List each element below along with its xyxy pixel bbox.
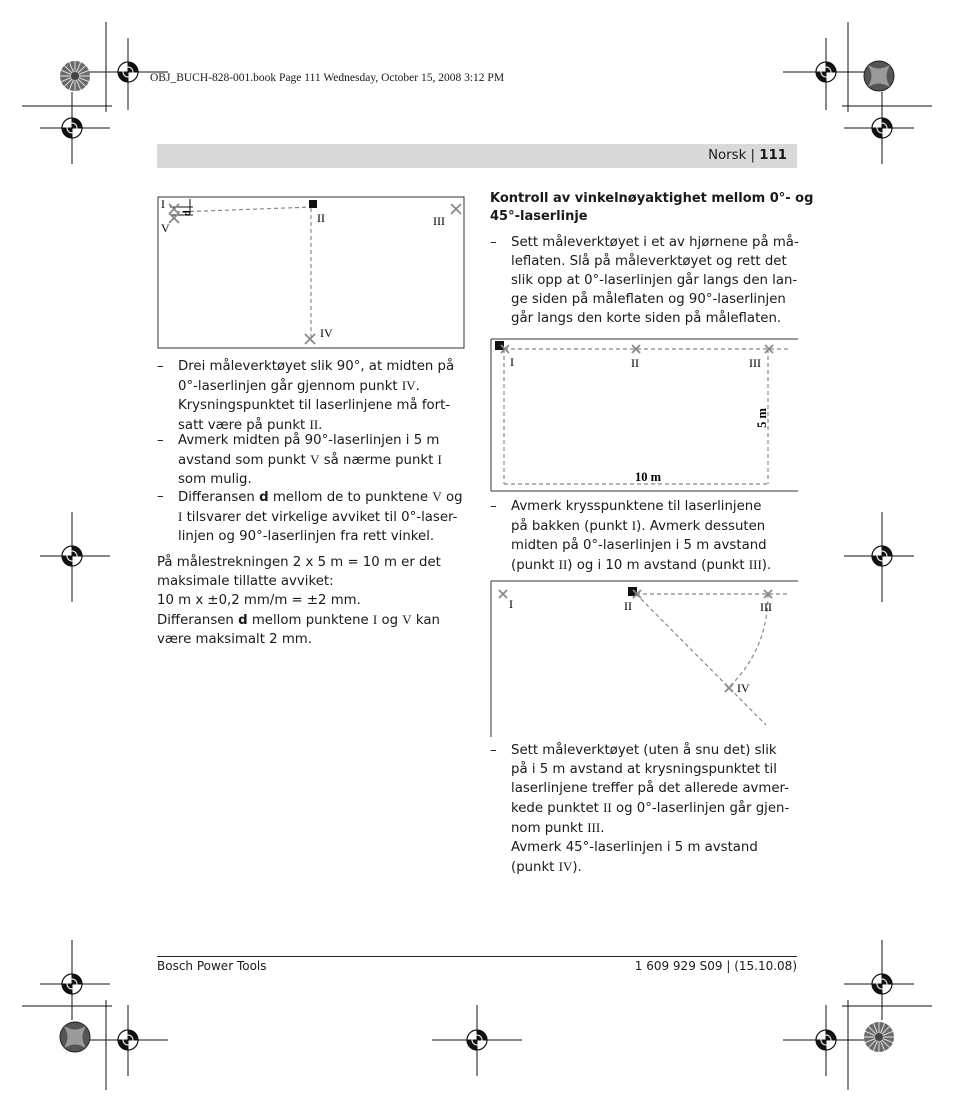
page-header-bar xyxy=(157,144,797,168)
fig2-label-I: I xyxy=(510,355,514,369)
device-marker xyxy=(309,200,317,208)
fig1-label-I: I xyxy=(161,197,165,211)
fig2-dim-height: 5 m xyxy=(755,408,769,428)
bullet-dash: – xyxy=(157,433,164,448)
fig1-label-IV: IV xyxy=(320,326,333,340)
bullet-dash: – xyxy=(157,359,164,374)
fig3-label-III: III xyxy=(760,600,772,614)
fig2-label-III: III xyxy=(749,356,761,370)
fig3-label-I: I xyxy=(509,597,513,611)
fig2-dim-width: 10 m xyxy=(634,470,662,484)
bullet-dash: – xyxy=(157,489,164,504)
fig1-label-d: d xyxy=(182,210,193,216)
bullet-dash: – xyxy=(490,743,497,758)
figure-right-angle-check xyxy=(157,196,467,350)
right-bullet-3: – Sett måleverktøyet (uten å snu det) slik på i 5 m avstand at krysningspunktet til laserlinjene treffer på det allerede avmer- kede punktet II og 0°-laserlinjen går gjen- nom punkt III. Avmerk 45°-laserlinjen i 5 m avstand (punkt IV). xyxy=(490,743,790,875)
right-bullet-1: – Sett måleverktøyet i et av hjørnene på må- leflaten. Slå på måleverktøyet og rett det slik opp at 0°-laserlinjen går langs den lan- ge siden på måleflaten og 90°-laserlinjen går langs den korte siden på måleflaten. xyxy=(490,235,799,326)
right-bullet-2: – Avmerk krysspunktene til laserlinjene på bakken (punkt I). Avmerk dessuten midten på 0°-laserlinjen i 5 m avstand (punkt II) og i 10 m avstand (punkt III). xyxy=(490,499,772,573)
footer-right: 1 609 929 S09 | (15.10.08) xyxy=(634,959,797,973)
left-bullet-3: – Differansen d mellom de to punktene V og I tilsvarer det virkelige avviket til 0°-laser- linjen og 90°-laserlinjen fra rett vinkel. xyxy=(157,489,463,544)
figure-marking-points xyxy=(490,338,800,494)
bullet-dash: – xyxy=(490,499,497,514)
section-heading: Kontroll av vinkelnøyaktighet mellom 0°- og 45°-laserlinje xyxy=(490,191,814,224)
figure-45-degree-check xyxy=(490,580,800,740)
header-language: Norsk xyxy=(708,148,747,163)
bullet-dash: – xyxy=(490,235,497,250)
fig2-label-II: II xyxy=(631,356,639,370)
header-separator: | xyxy=(750,148,755,163)
left-paragraph: På målestrekningen 2 x 5 m = 10 m er det maksimale tillatte avviket: 10 m x ±0,2 mm/m = ±2 mm. Differansen d mellom punktene I og V kan være maksimalt 2 mm. xyxy=(157,555,441,647)
fig1-label-II: II xyxy=(317,211,325,225)
footer-left: Bosch Power Tools xyxy=(157,959,267,973)
print-header-info: OBJ_BUCH-828-001.book Page 111 Wednesday, October 15, 2008 3:12 PM xyxy=(150,72,505,84)
fig3-label-II: II xyxy=(624,599,632,613)
fig1-label-III: III xyxy=(433,214,445,228)
footer-rule xyxy=(157,956,797,957)
left-bullet-2: – Avmerk midten på 90°-laserlinjen i 5 m avstand som punkt V så nærme punkt I som mulig. xyxy=(157,433,442,487)
left-bullet-1: – Drei måleverktøyet slik 90°, at midten på 0°-laserlinjen går gjennom punkt IV. Krysningspunktet til laserlinjene må fort- satt være på punkt II. xyxy=(157,359,455,433)
header-page-number: 111 xyxy=(759,148,787,163)
fig3-label-IV: IV xyxy=(737,681,750,695)
fig1-label-V: V xyxy=(161,221,170,235)
